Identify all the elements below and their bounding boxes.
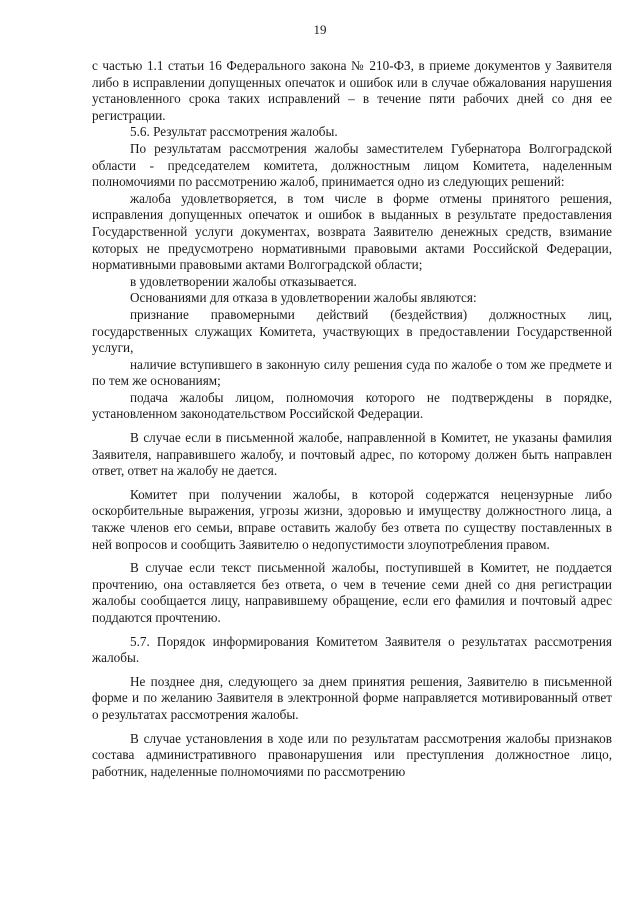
document-body: [92, 58, 612, 780]
paragraph: В случае если текст письменной жалобы, поступившей в Комитет, не поддается прочтению, она оставляется без ответа, о чем в течение семи дней со дня регистрации жалобы сообщается лицу, направившему обращение, если его фамилия и почтовый адрес поддаются прочтению.: [92, 560, 612, 625]
paragraph: Комитет при получении жалобы, в которой содержатся нецензурные либо оскорбительные выражения, угрозы жизни, здоровью и имуществу должностного лица, а также членов его семьи, вправе оставить жалобу без ответа по существу поставленных в ней вопросов и сообщить Заявителю о недопустимости злоупотребления правом.: [92, 486, 612, 552]
list-item: подача жалобы лицом, полномочия которого не подтверждены в порядке, установленном законодательством Российской Федерации.: [92, 389, 612, 422]
paragraph: Основаниями для отказа в удовлетворении жалобы являются:: [130, 290, 477, 306]
paragraph: с частью 1.1 статьи 16 Федерального закона № 210-ФЗ, в приеме документов у Заявителя либо в исправлении допущенных опечаток и ошибок или в случае обжалования нарушения установленного срока таких исправлений – в течение пяти рабочих дней со дня ее регистрации.: [92, 58, 612, 123]
list-item: наличие вступившего в законную силу решения суда по жалобе о том же предмете и по тем же основаниям;: [92, 356, 612, 389]
paragraph: Не позднее дня, следующего за днем принятия решения, Заявителю в письменной форме и по желанию Заявителя в электронной форме направляется мотивированный ответ о результатах рассмотрения жалобы.: [92, 673, 612, 722]
section-heading: 5.6. Результат рассмотрения жалобы.: [130, 124, 338, 140]
paragraph: По результатам рассмотрения жалобы заместителем Губернатора Волгоградской области - председателем комитета, должностным лицом Комитета, наделенным полномочиями по рассмотрению жалоб, принимается одно из следующих решений:: [92, 140, 612, 190]
list-item: признание правомерными действий (бездействия) должностных лиц, государственных служащих Комитета, участвующих в предоставлении Государственной услуги,: [92, 306, 612, 356]
paragraph: В случае установления в ходе или по результатам рассмотрения жалобы признаков состава административного правонарушения или преступления должностное лицо, работник, наделенные полномочиями по рассмотрению: [92, 730, 612, 779]
paragraph: В случае если в письменной жалобе, направленной в Комитет, не указаны фамилия Заявителя, направившего жалобу, и почтовый адрес, по которому должен быть направлен ответ, ответ на жалобу не дается.: [92, 430, 612, 479]
list-item: жалоба удовлетворяется, в том числе в форме отмены принятого решения, исправления допущенных опечаток и ошибок в выданных в результате предоставления Государственной услуги документах, возврата Заявителю денежных средств, взимание которых не предусмотрено нормативными правовыми актами Российской Федерации, нормативными правовыми актами Волгоградской области;: [92, 190, 612, 273]
list-item: в удовлетворении жалобы отказывается.: [130, 273, 357, 289]
page-number: 19: [313, 22, 327, 37]
section-heading: 5.7. Порядок информирования Комитетом Заявителя о результатах рассмотрения жалобы.: [92, 633, 612, 666]
